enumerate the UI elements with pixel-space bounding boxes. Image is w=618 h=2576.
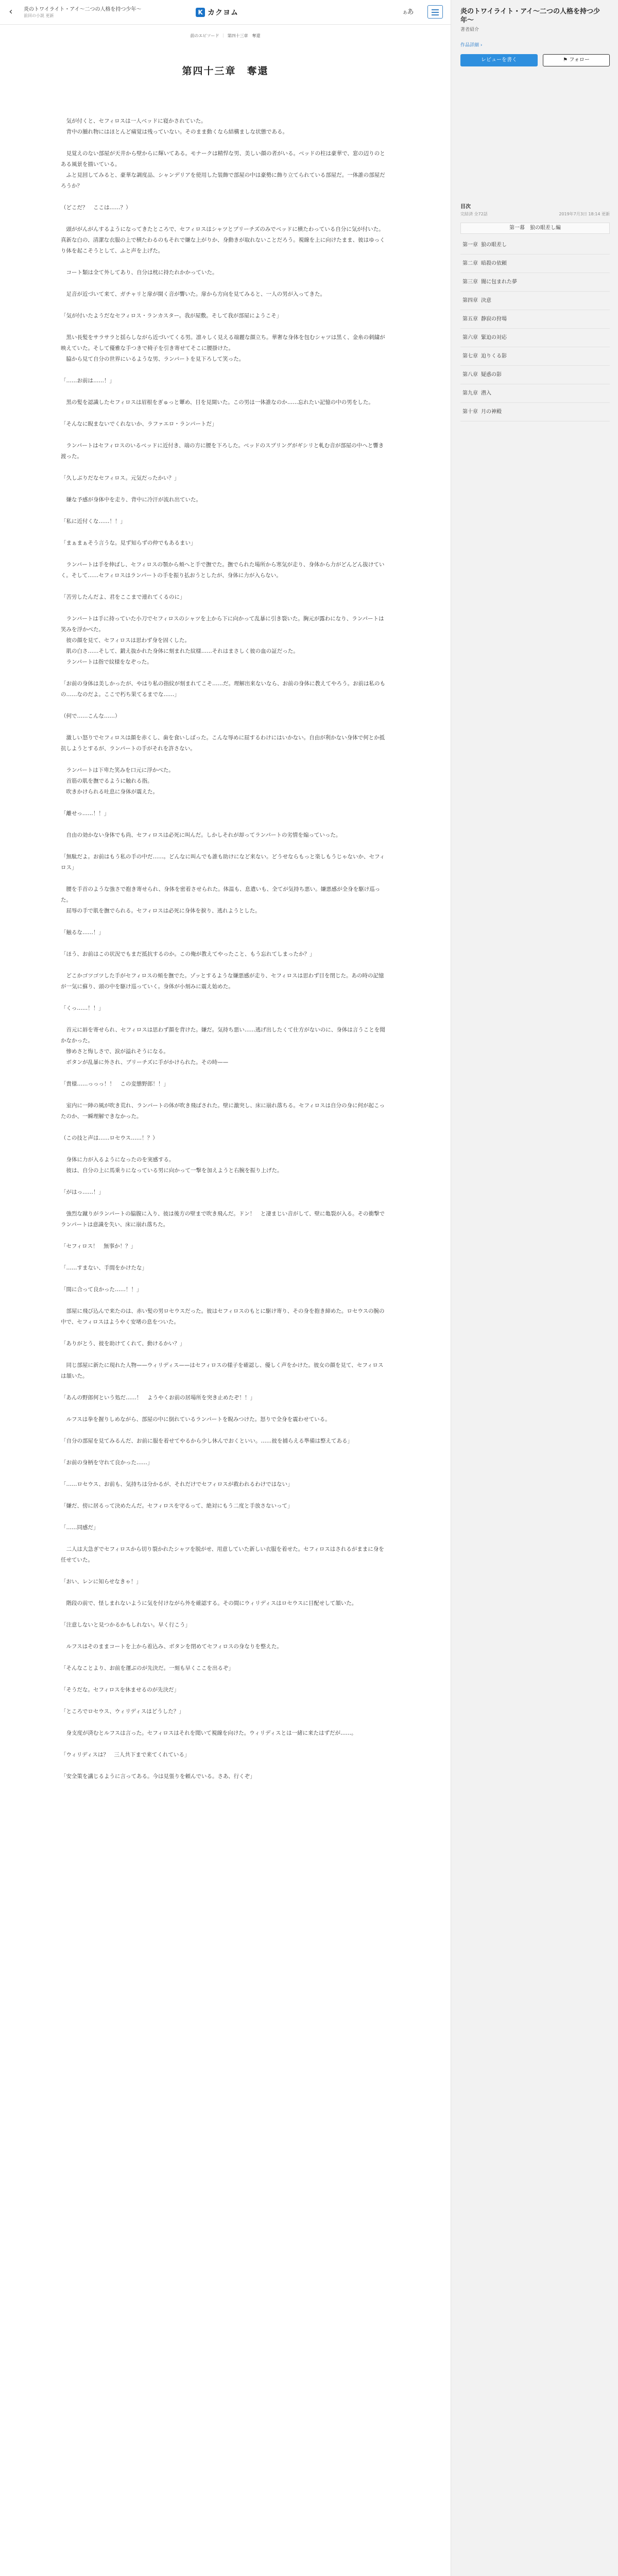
toc-item-label: 決意	[481, 298, 491, 303]
toc-item-label: 緊迫の対応	[481, 335, 507, 341]
episode-body	[61, 116, 385, 1793]
body-paragraph: どこかゴツゴツした手がセフィロスの頬を撫でた。ゾッとするような嫌悪感が走り、セフィロスは思わず目を閉じた。あの時の記憶が一気に蘇り、頭の中を駆け巡っていく。身体が小刻みに震え始めた。	[61, 973, 384, 990]
current-episode-label: 第四十三章 奪還	[227, 33, 261, 38]
body-paragraph: 「無駄だよ。お前はもう私の手の中だ……。どんなに叫んでも誰も助けになど来ない。どうせならもっと楽しもうじゃないか、セフィロス」	[61, 854, 385, 871]
body-paragraph: 首元に唇を寄せられ、セフィロスは思わず顔を背けた。嫌だ。気持ち悪い……逃げ出したくて仕方がないのに、身体は言うことを聞かなかった。 惨めさと悔しさで、涙が溢れそうになる。 ボタンが乱暴に外され、ブリーチズに手がかけられた。その時——	[61, 1027, 385, 1065]
toc-meta	[460, 211, 610, 217]
breadcrumb	[0, 29, 451, 39]
body-paragraph: 「注意しないと見つかるかもしれない。早く行こう」	[61, 1622, 191, 1628]
prev-episode-link[interactable]: 前のエピソード	[190, 33, 219, 38]
body-paragraph: 黒い長髪をサラサラと揺らしながら近づいてくる男。凛々しく見える端麗な顔立ち。華奢な身体を包むシャツは黒く、金糸の刺繍が映えていた。そして優雅な手つきで椅子を引き寄せてそこに腰掛けた。 脇から見て自分の世界にいるような男、ランパートを見下ろして笑った。	[61, 334, 385, 362]
body-paragraph: ランパートは手に持っていた小刀でセフィロスのシャツを上から下に向かって乱暴に引き裂いた。胸元が露わになり、ランパートは笑みを浮かべた。 彼の顔を見て、セフィロスは思わず身を固くした。 肌の白さ……そして、鍛え抜かれた身体に刻まれた紋様……それはまさしく彼の血の証だった。 ランパートは指で紋様をなぞった。	[61, 616, 384, 665]
body-paragraph: 「安全策を講じるように言ってある。今は見張りを頼んでいる。さあ、行くぞ」	[61, 1773, 255, 1780]
logo-text: カクヨム	[208, 9, 238, 17]
body-paragraph: 気が付くと、セフィロスは一人ベッドに寝かされていた。 背中の腫れ物にはほとんど痛覚は残っていない。そのまま動くなら結構ましな状態である。	[61, 118, 288, 135]
body-paragraph: 激しい怒りでセフィロスは顔を赤くし、歯を食いしばった。こんな辱めに屈するわけにはいかない。自由が利かない身体で何とか抵抗しようとするが、ランパートの手がそれを許さない。	[61, 735, 385, 752]
body-paragraph: 「嫌だ、傍に居るって決めたんだ。セフィロスを守るって、絶対にもう二度と手放さないって」	[61, 1503, 293, 1509]
site-logo[interactable]	[196, 7, 238, 18]
body-paragraph: 強烈な蹴りがランパートの脇腹に入り、彼は後方の壁まで吹き飛んだ。ドン！ と凄まじい音がして、壁に亀裂が入る。その衝撃でランパートは意識を失い、床に崩れ落ちた。	[61, 1211, 385, 1228]
body-paragraph: （何で……こんな……）	[61, 713, 121, 719]
toc-item-number: 第二章	[462, 261, 478, 266]
toc-item-label: 月の神殿	[481, 409, 502, 415]
font-size-small-label: あ	[403, 10, 407, 15]
header-work-title[interactable]: 炎のトワイライト・アイ〜二つの人格を持つ少年〜	[24, 7, 142, 12]
body-paragraph: 「そんなことより、お前を運ぶのが先決だ。一刻も早くここを出るぞ」	[61, 1665, 234, 1671]
body-paragraph: 嫌な予感が身体中を走り、背中に冷汗が流れ出ていた。	[61, 497, 201, 503]
body-paragraph: 同じ部屋に新たに現れた人物——ウィリディス——はセフィロスの様子を確認し、優しく声をかけた。彼女の顔を見て、セフィロスは頷いた。	[61, 1362, 384, 1379]
body-paragraph: 「あんの野郎何という処だ……！ ようやくお前の居場所を突き止めたぞ！！」	[61, 1395, 255, 1401]
logo-mark: K	[196, 8, 205, 17]
body-paragraph: 「ところでロセウス、ウィリディスはどうした？」	[61, 1708, 184, 1715]
body-paragraph: 「そうだな。セフィロスを休ませるのが先決だ」	[61, 1687, 180, 1693]
body-paragraph: 「セフィロス！ 無事か！？」	[61, 1243, 136, 1249]
body-paragraph: 「離せっ……！！」	[61, 810, 110, 817]
toc-item-number: 第四章	[462, 298, 478, 303]
body-paragraph: 「久しぶりだなセフィロス。元気だったかい？」	[61, 475, 180, 481]
body-paragraph: （どこだ？ ここは……？）	[61, 205, 131, 211]
body-paragraph: 腰を手首のような強さで抱き寄せられ、身体を密着させられた。体温も、息遣いも、全てが気持ち悪い。嫌悪感が全身を駆け巡った。 屈辱の手で肌を撫でられる。セフィロスは必死に身体を捩り、逃れようとした。	[61, 886, 381, 914]
body-paragraph: 「貴様……っっっ！！ この変態野郎！！」	[61, 1081, 169, 1087]
body-paragraph: 「苦労したんだよ、君をここまで連れてくるのに」	[61, 594, 185, 600]
toc-item-label: 疑惑の影	[481, 372, 502, 378]
toc-section-header[interactable]: 第一幕 狼の眼差し編	[460, 223, 610, 234]
toc-item[interactable]	[460, 236, 610, 255]
sidebar-work-title[interactable]: 炎のトワイライト・アイ〜二つの人格を持つ少年〜	[460, 8, 600, 24]
body-paragraph: 足音が近づいて来て、ガチャリと扉が開く音が響いた。扉から方向を見てみると、一人の男が入ってきた。	[61, 291, 325, 297]
body-paragraph: 「くっ……！！」	[61, 1005, 104, 1011]
body-paragraph: 「おい、レンに知らせなきゃ！」	[61, 1579, 142, 1585]
body-paragraph: 「がはっ……！」	[61, 1189, 104, 1195]
toc-item[interactable]	[460, 347, 610, 366]
work-detail-link[interactable]: 作品詳細 ›	[460, 43, 483, 48]
body-paragraph: 室内に一陣の風が吹き荒れ、ランパートの体が吹き飛ばされた。壁に激突し、床に崩れ落ちる。セフィロスは自分の身に何が起こったのか、一瞬理解できなかった。	[61, 1103, 385, 1120]
body-paragraph: 「……同感だ」	[61, 1524, 99, 1531]
toc-item-number: 第九章	[462, 391, 478, 396]
follow-button[interactable]	[543, 54, 610, 66]
toc-item-number: 第六章	[462, 335, 478, 341]
body-paragraph: 「触るな……！」	[61, 929, 104, 936]
body-paragraph: （この技と声は……ロセウス……！？）	[61, 1135, 158, 1141]
body-paragraph: 「自分の部屋を見てみるんだ、お前に服を着せてやるから少し休んでおくといい。……彼を捕らえる準備は整えてある」	[61, 1438, 353, 1444]
body-paragraph: 「そんなに睨まないでくれないか、ラファエロ・ランパートだ」	[61, 421, 217, 427]
bookmark-icon: ⚑	[563, 57, 568, 63]
body-paragraph: ランパートは下卑た笑みを口元に浮かべた。 首筋の肌を撫でるように触れる指。 吹きかけられる吐息に身体が震えた。	[61, 767, 174, 795]
body-paragraph: 頭ががんがんするようになってきたところで、セフィロスはシャツとブリーチズのみでベッドに横たわっている自分に気が付いた。真新な白の、清潔な衣服の上で横たわるのもそれで嫌な上がりか、身動きが取れないことだろう。視線を上に向けたまま、彼はゆっくり体を起こそうとして、ふと声を上げた。	[61, 226, 385, 254]
toc-item[interactable]	[460, 292, 610, 310]
body-paragraph: 「お前の身柄を守れて良かった……」	[61, 1460, 153, 1466]
toc-item-number: 第八章	[462, 372, 478, 378]
toc-item[interactable]	[460, 384, 610, 403]
sidebar	[451, 0, 618, 2576]
toc-item[interactable]	[460, 310, 610, 329]
toc-item-label: 静寂の狩場	[481, 316, 507, 322]
toc-list	[460, 236, 610, 421]
body-paragraph: ルフスはそのままコートを上から着込み、ボタンを閉めてセフィロスの身なりを整えた。	[61, 1643, 282, 1650]
toc-item-number: 第一章	[462, 242, 478, 248]
toc-item-label: 暗殺の依頼	[481, 261, 507, 266]
body-paragraph: コート類は全て外してあり、自分は枕に持たれかかっていた。	[61, 269, 218, 276]
toc-item[interactable]	[460, 366, 610, 384]
toc-item-label: 潜入	[481, 391, 491, 396]
body-paragraph: 「ほう、お前はこの状況でもまだ抵抗するのか。この俺が教えてやったこと、もう忘れてしまったか？」	[61, 951, 315, 957]
body-paragraph: 「ウィリディスは？ 三人共下まで来てくれている」	[61, 1752, 190, 1758]
hamburger-menu-icon[interactable]	[427, 5, 443, 19]
toc-item[interactable]	[460, 255, 610, 273]
body-paragraph: 二人は大急ぎでセフィロスから切り裂かれたシャツを脱がせ、用意していた新しい衣服を着せた。セフィロスはされるがままに身を任せていた。	[61, 1546, 384, 1563]
body-paragraph: 「……すまない、手間をかけたな」	[61, 1265, 147, 1271]
body-paragraph: 「気が付いたようだなセフィロス・ランカスター。我が屋敷。そして我が部屋にようこそ」	[61, 313, 282, 319]
toc-item[interactable]	[460, 273, 610, 292]
toc-item[interactable]	[460, 403, 610, 421]
font-size-button[interactable]	[402, 6, 415, 19]
toc-item[interactable]	[460, 329, 610, 347]
sidebar-author[interactable]: 著者紹介	[460, 27, 479, 32]
body-paragraph: ランパートは手を伸ばし、セフィロスの顎から頬へと手で撫でた。撫でられた場所から寒気が走り、身体から力がどんどん抜けていく。そして……セフィロスはランパートの手を振り払おうとしたが、身体に力が入らない。	[61, 562, 385, 579]
toc-item-label: 狼の眼差し	[481, 242, 507, 248]
chapter-title: 第四十三章 奪還	[182, 65, 269, 77]
toc-item-number: 第七章	[462, 353, 478, 359]
body-paragraph: 部屋に飛び込んで来たのは、赤い髪の男ロセウスだった。彼はセフィロスのもとに駆け寄り、その身を抱き締めた。ロセウスの腕の中で、セフィロスはようやく安堵の息をついた。	[61, 1308, 385, 1325]
body-paragraph: 階段の前で、怪しまれないように気を付けながら外を確認する。その間にウィリディスはロセウスに目配せして頷いた。	[61, 1600, 357, 1606]
follow-label: フォロー	[569, 57, 590, 63]
toc-item-label: 迫りくる影	[481, 353, 507, 359]
header-subtitle: 前回の小説 更新	[24, 13, 54, 18]
body-paragraph: 「間に合って良かった……！！」	[61, 1286, 142, 1293]
body-paragraph: 黒の髪を認識したセフィロスは眉根をぎゅっと顰め、目を見開いた。この男は一体誰なのか……忘れたい記憶の中の男をした。	[61, 399, 374, 405]
body-paragraph: 身体に力が入るようになったのを実感する。 彼は、自分の上に馬乗りになっている男に向かって一撃を加えようと右腕を振り上げた。	[61, 1157, 283, 1174]
body-paragraph: 身支度が済むとルフスは言った。セフィロスはそれを聞いて視線を向けた。ウィリディスとは一緒に来たはずだが……。	[61, 1730, 357, 1736]
body-paragraph: ルフスは拳を握りしめながら、部屋の中に倒れているランパートを睨みつけた。怒りで全身を震わせている。	[61, 1416, 331, 1422]
body-paragraph: 自由の効かない身体でも尚、セフィロスは必死に叫んだ。しかしそれが却ってランパートの劣情を煽っていった。	[61, 832, 341, 838]
body-paragraph: 「お前の身体は美しかったが、やはり私の指紋が刻まれてこそ……だ。理解出来ないなら、お前の身体に教えてやろう。お前は私のもの……なのだよ。ここで朽ち果てるまでな……」	[61, 681, 385, 698]
body-paragraph: 「……ロセウス、お前も、気持ちは分かるが、それだけでセフィロスが救われるわけではない」	[61, 1481, 293, 1487]
toc-item-label: 闇に包まれた夢	[481, 279, 517, 285]
body-paragraph: 「……お前は……！」	[61, 378, 115, 384]
body-paragraph: 「私に近付くな……！！」	[61, 518, 126, 524]
toc-item-number: 第五章	[462, 316, 478, 322]
body-paragraph: ランパートはセフィロスのいるベッドに近付き、端の方に腰を下ろした。ベッドのスプリングがギシリと軋む音が部屋の中へと響き渡った。	[61, 443, 384, 460]
toc-item-number: 第十章	[462, 409, 478, 415]
toc-updated-date: 2019年7月3日 18:14 更新	[559, 212, 610, 216]
arrow-left-icon[interactable]: ‹	[9, 6, 13, 17]
breadcrumb-separator: ｜	[221, 33, 226, 38]
font-size-large-label: あ	[407, 8, 414, 16]
body-paragraph: 「まぁまぁそう言うな。見ず知らずの仲でもあるまい」	[61, 540, 196, 546]
body-paragraph: 「ありがとう、彼を助けてくれて、動けるかい？」	[61, 1341, 185, 1347]
toc-item-number: 第三章	[462, 279, 478, 285]
write-review-button[interactable]: レビューを書く	[460, 54, 538, 66]
toc-heading: 目次	[460, 204, 471, 210]
body-paragraph: 見覚えのない部屋が天井から壁からに輝いてある。モナークは精悍な男、美しい顔の者がいる。ベッドの柱は豪華で、窓の辺りのとある風景を描いている。 ふと見回してみると、豪華な調度品、シャンデリアを使用した装飾で部屋の中は豪勢に飾り立てられている部屋だ。一体誰の部屋だろうか？	[61, 150, 385, 189]
toc-episode-count: 完結済 全72話	[460, 212, 488, 216]
